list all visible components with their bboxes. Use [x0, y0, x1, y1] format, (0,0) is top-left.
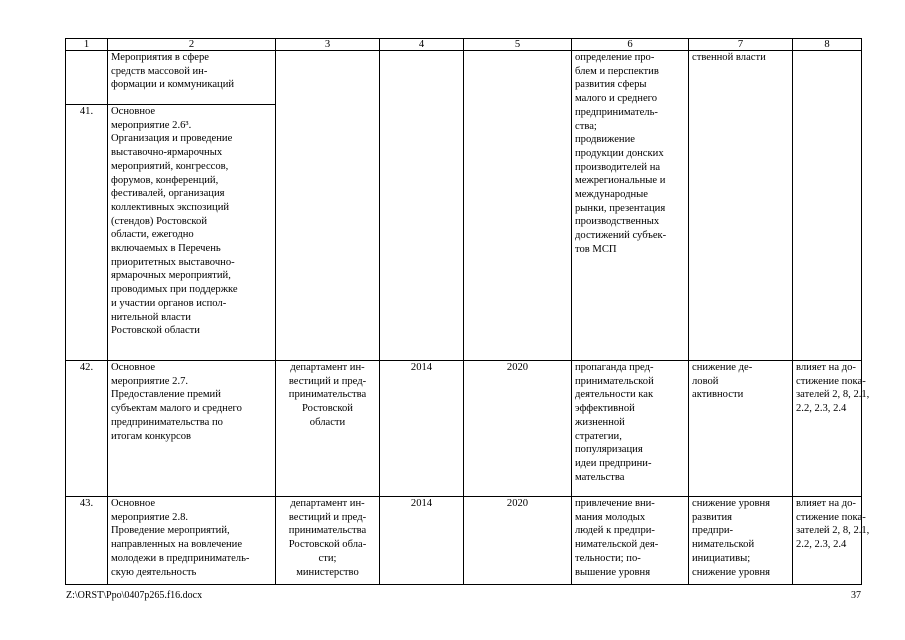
- cell-line: малого и среднего: [575, 93, 658, 105]
- cell-line: области, ежегодно: [111, 229, 194, 241]
- cell-line: нительной власти: [111, 311, 191, 323]
- cell-line: выставочно-ярмарочных: [111, 147, 223, 159]
- cell-line: мательства: [575, 471, 625, 483]
- link-cell: [793, 497, 870, 585]
- col-number-6: 6: [572, 39, 689, 51]
- cell-line: формации и коммуникаций: [111, 79, 235, 91]
- event-cell: [108, 51, 276, 105]
- cell-line: ярмарочных мероприятий,: [111, 270, 231, 282]
- col-number-5: 5: [464, 39, 572, 51]
- cell-line: министерство: [296, 566, 359, 578]
- cell-line: средств массовой ин-: [111, 65, 208, 77]
- cell-line: Мероприятия в сфере: [111, 52, 209, 63]
- cell-line: сти;: [318, 552, 337, 564]
- col-number-2: 2: [108, 39, 276, 51]
- end-year: 2020: [464, 361, 572, 497]
- row-number: 43.: [66, 497, 108, 585]
- cell-line: производителей на: [575, 161, 661, 173]
- cell-line: приоритетных выставочно-: [111, 256, 235, 268]
- cell-line: итогам конкурсов: [111, 430, 192, 442]
- event-cell: [108, 105, 276, 361]
- cell-line: снижение де-: [692, 362, 753, 373]
- cell-line: ства;: [575, 120, 597, 132]
- cell-line: области: [309, 416, 346, 428]
- cell-line: ловой: [692, 375, 719, 387]
- cell-line: определение про-: [575, 52, 655, 63]
- cell-line: (стендов) Ростовской: [111, 215, 207, 227]
- cell-line: межрегиональные и: [575, 175, 666, 187]
- col-number-8: 8: [793, 39, 862, 51]
- cell-line: ственной власти: [692, 52, 766, 63]
- cell-line: вестиций и пред-: [288, 511, 367, 523]
- link-cell: [793, 51, 862, 361]
- cell-line: включаемых в Перечень: [111, 243, 221, 255]
- result-cell: [572, 51, 689, 361]
- result-cell: [572, 361, 689, 497]
- row-number-cell: [66, 51, 108, 105]
- cell-line: Ростовской области: [111, 325, 200, 337]
- result-cell: [572, 497, 689, 585]
- cell-line: популяризация: [575, 444, 643, 456]
- cell-line: форумов, конференций,: [111, 174, 219, 186]
- cell-line: принимательской: [575, 375, 654, 387]
- cell-line: эффективной: [575, 403, 635, 415]
- cell-line: проводимых при поддержке: [111, 284, 238, 296]
- cell-line: людей к предпри-: [575, 525, 655, 537]
- cell-line: нимательской: [692, 539, 755, 551]
- table-row: [66, 497, 862, 585]
- cell-line: продвижение: [575, 134, 635, 146]
- cell-line: развития сферы: [575, 79, 647, 91]
- cell-line: блем и перспектив: [575, 65, 659, 77]
- executor-cell: [276, 51, 380, 361]
- cell-line: мероприятие 2.7.: [111, 375, 189, 387]
- cell-line: мероприятий, конгрессов,: [111, 160, 229, 172]
- cell-line: Основное: [111, 362, 156, 373]
- event-cell: [108, 497, 276, 585]
- cell-line: Ростовской обла-: [288, 539, 367, 551]
- cell-line: принимательства: [288, 389, 367, 401]
- cell-line: продукции донских: [575, 147, 664, 159]
- consequence-cell: [689, 361, 793, 497]
- cell-line: производственных: [575, 216, 660, 228]
- start-year-cell: [380, 51, 464, 361]
- cell-line: зателей 2, 8, 2.1,: [796, 525, 870, 537]
- cell-line: департамент ин-: [290, 498, 365, 509]
- cell-line: пропаганда пред-: [575, 362, 654, 373]
- cell-line: жизненной: [575, 416, 625, 428]
- cell-line: активности: [692, 389, 744, 401]
- cell-line: направленных на вовлечение: [111, 539, 243, 551]
- cell-line: 2.2, 2.3, 2.4: [796, 539, 847, 551]
- cell-line: снижение уровня: [692, 498, 771, 509]
- event-cell: [108, 361, 276, 497]
- cell-line: вестиций и пред-: [288, 375, 367, 387]
- row-number: 42.: [66, 361, 108, 497]
- cell-line: рынки, презентация: [575, 202, 666, 214]
- col-number-4: 4: [380, 39, 464, 51]
- cell-line: стратегии,: [575, 430, 622, 442]
- column-number-row: [66, 39, 862, 51]
- cell-line: инициативы;: [692, 552, 751, 564]
- cell-line: Организация и проведение: [111, 133, 233, 145]
- cell-line: достижений субъек-: [575, 230, 667, 242]
- cell-line: влияет на до-: [796, 362, 856, 373]
- cell-line: тельности; по-: [575, 552, 641, 564]
- cell-line: влияет на до-: [796, 498, 856, 509]
- cell-line: и участии органов испол-: [111, 297, 227, 309]
- cell-line: коллективных экспозиций: [111, 201, 230, 213]
- cell-line: Проведение мероприятий,: [111, 525, 230, 537]
- cell-line: зателей 2, 8, 2.1,: [796, 389, 870, 401]
- page-number: 37: [851, 590, 861, 601]
- cell-line: принимательства: [288, 525, 367, 537]
- cell-line: Основное: [111, 106, 156, 117]
- cell-line: Основное: [111, 498, 156, 509]
- col-number-1: 1: [66, 39, 108, 51]
- executor-cell: [276, 497, 380, 585]
- cell-line: фестивалей, организация: [111, 188, 225, 200]
- cell-line: вышение уровня: [575, 566, 651, 578]
- cell-line: предпринимательства по: [111, 416, 223, 428]
- cell-line: мероприятие 2.8.: [111, 511, 189, 523]
- cell-line: предприниматель-: [575, 106, 658, 118]
- cell-line: снижение уровня: [692, 566, 771, 578]
- cell-line: стижение пока-: [796, 511, 866, 523]
- consequence-cell: [689, 497, 793, 585]
- consequence-cell: [689, 51, 793, 361]
- link-cell: [793, 361, 870, 497]
- cell-line: мания молодых: [575, 511, 646, 523]
- document-table: [65, 38, 870, 585]
- cell-line: мероприятие 2.6³.: [111, 119, 192, 131]
- col-number-3: 3: [276, 39, 380, 51]
- col-number-7: 7: [689, 39, 793, 51]
- cell-line: идеи предприни-: [575, 457, 652, 469]
- end-year: 2020: [464, 497, 572, 585]
- cell-line: развития: [692, 511, 733, 523]
- table-row: [66, 361, 862, 497]
- cell-line: предпри-: [692, 525, 734, 537]
- cell-line: департамент ин-: [290, 362, 365, 373]
- cell-line: молодежи в предприниматель-: [111, 552, 250, 564]
- cell-line: международные: [575, 189, 648, 201]
- cell-line: стижение пока-: [796, 375, 866, 387]
- cell-line: Предоставление премий: [111, 389, 221, 401]
- cell-line: скую деятельность: [111, 566, 197, 578]
- row-number: 41.: [66, 105, 108, 361]
- cell-line: деятельности как: [575, 389, 654, 401]
- cell-line: субъектам малого и среднего: [111, 403, 242, 415]
- cell-line: 2.2, 2.3, 2.4: [796, 403, 847, 415]
- start-year: 2014: [380, 497, 464, 585]
- end-year-cell: [464, 51, 572, 361]
- cell-line: тов МСП: [575, 243, 617, 255]
- cell-line: привлечение вни-: [575, 498, 655, 509]
- cell-line: Ростовской: [302, 403, 353, 415]
- table-row-continuation: [66, 51, 862, 105]
- cell-line: нимательской дея-: [575, 539, 659, 551]
- start-year: 2014: [380, 361, 464, 497]
- footer-file-path: Z:\ORST\Ppo\0407p265.f16.docx: [66, 590, 203, 601]
- executor-cell: [276, 361, 380, 497]
